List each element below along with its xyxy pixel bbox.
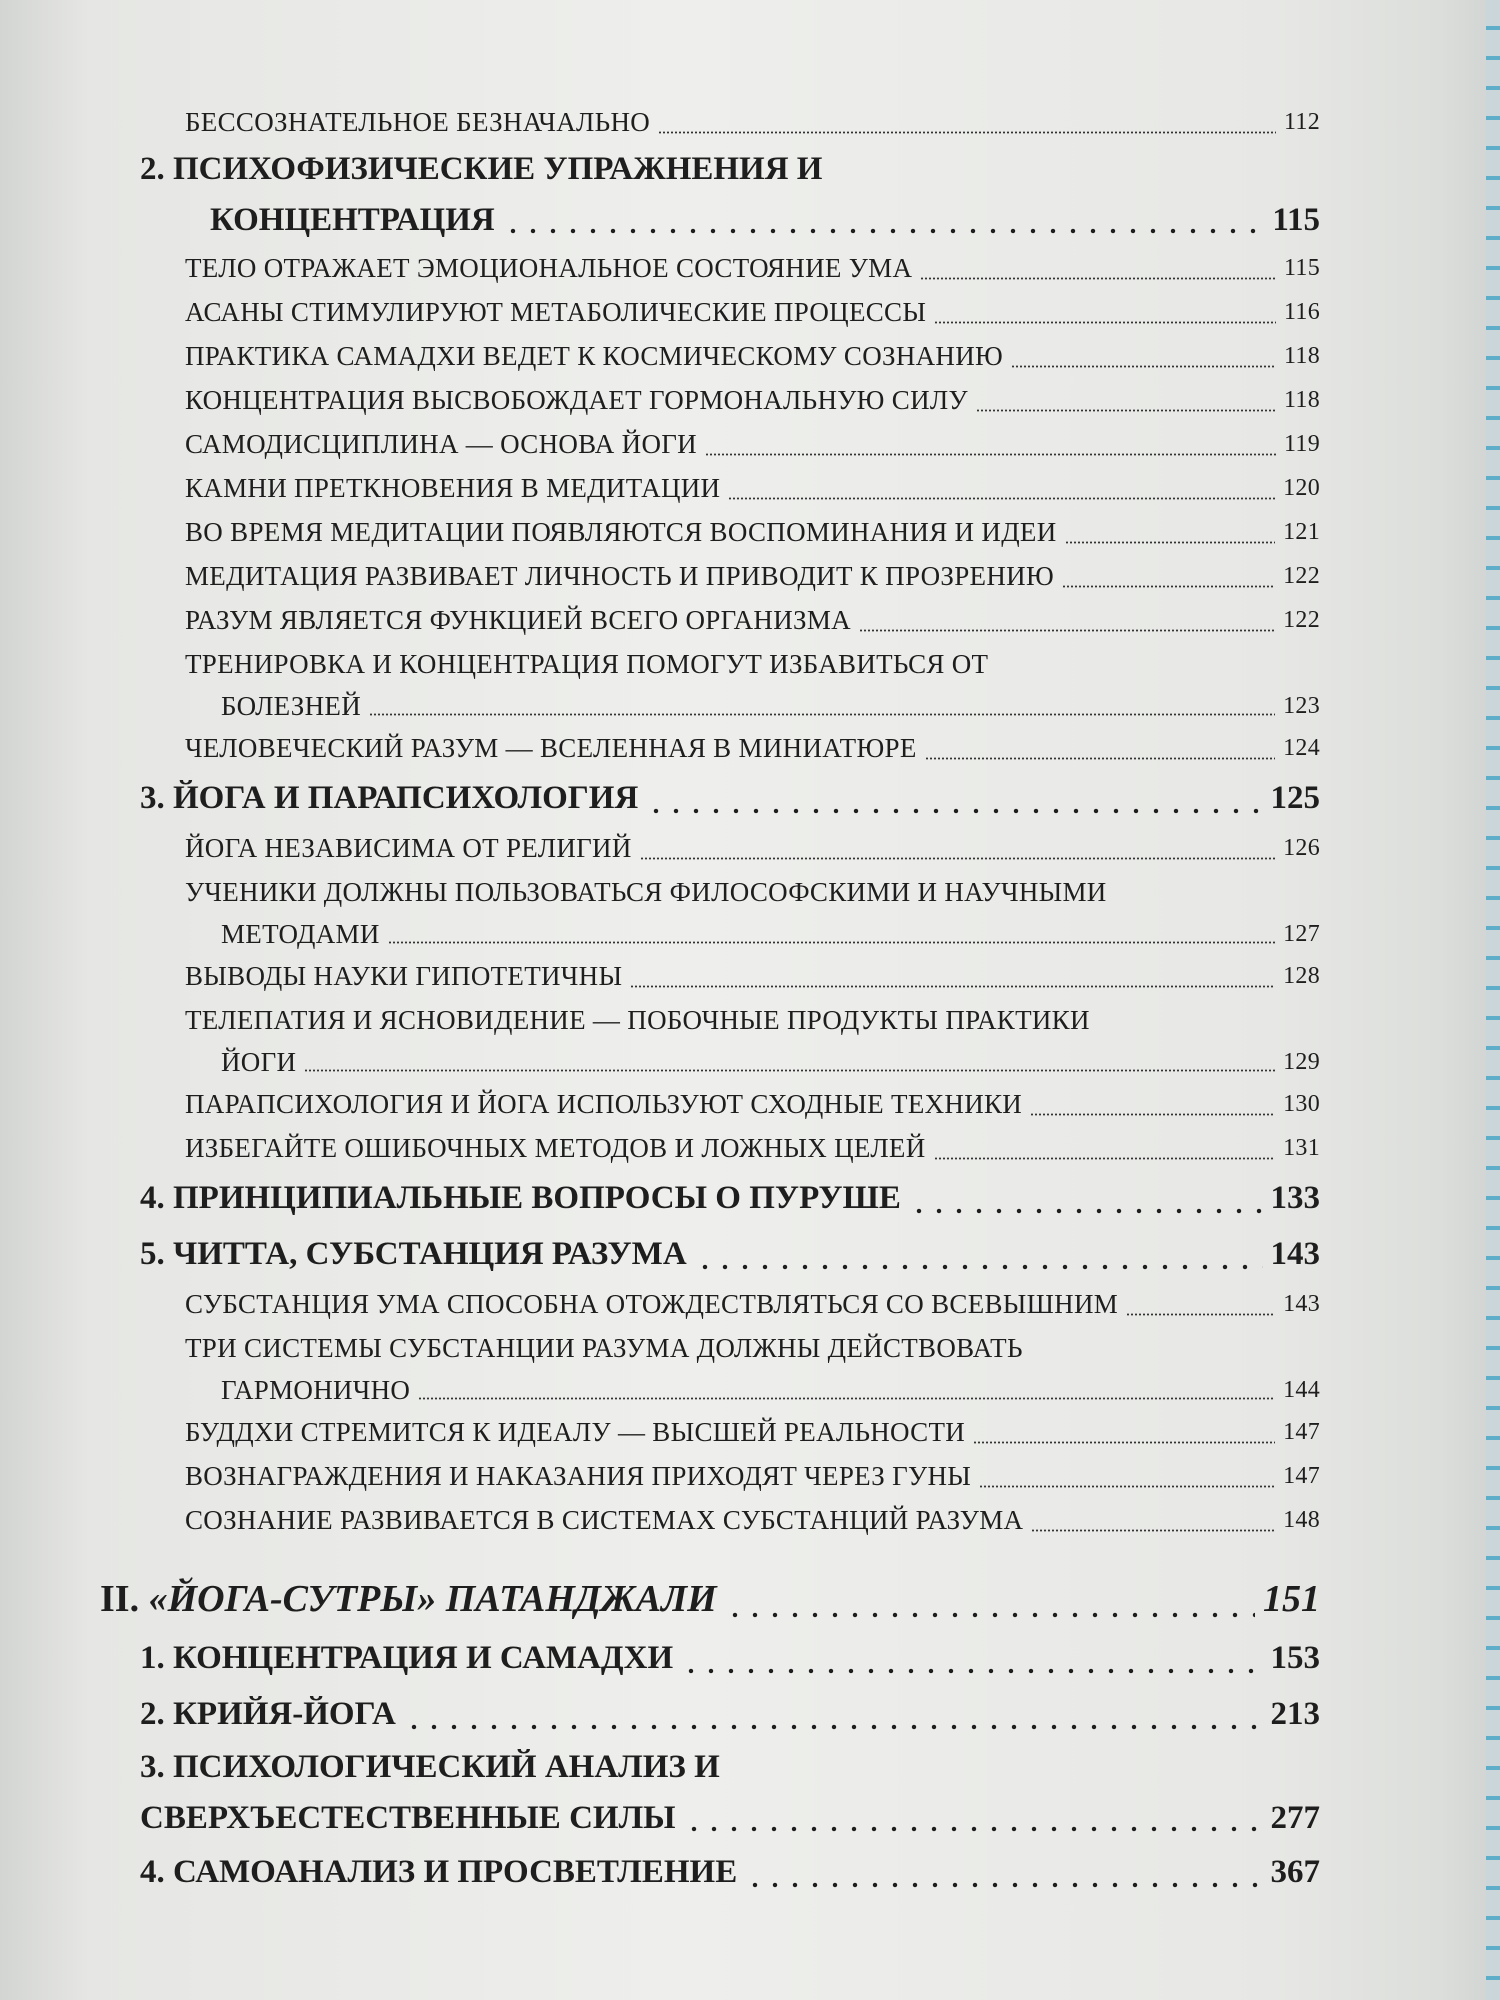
toc-entry-title-line2: ЙОГИ <box>221 1047 297 1077</box>
toc-chapter-title: 4. САМОАНАЛИЗ И ПРОСВЕТЛЕНИЕ <box>140 1854 738 1890</box>
dot-leader <box>973 1441 1275 1444</box>
toc-entry-page: 115 <box>1283 255 1320 281</box>
toc-chapter-page: 277 <box>1270 1800 1320 1836</box>
toc-chapter[interactable] <box>100 1686 1320 1742</box>
toc-entry-title: АСАНЫ СТИМУЛИРУЮТ МЕТАБОЛИЧЕСКИЕ ПРОЦЕССЫ <box>185 297 927 327</box>
toc-part-2[interactable] <box>100 1568 1320 1630</box>
toc-chapter-3[interactable] <box>100 770 1320 826</box>
toc-entry-title-line2: БОЛЕЗНЕЙ <box>221 691 362 721</box>
toc-entry-title: МЕДИТАЦИЯ РАЗВИВАЕТ ЛИЧНОСТЬ И ПРИВОДИТ К ПРОЗРЕНИЮ <box>185 561 1054 591</box>
dot-leader <box>658 131 1276 134</box>
toc-entry[interactable] <box>100 1498 1320 1542</box>
dot-leader <box>304 1069 1275 1072</box>
toc-entry-title: РАЗУМ ЯВЛЯЕТСЯ ФУНКЦИЕЙ ВСЕГО ОРГАНИЗМА <box>185 605 851 635</box>
dot-leader <box>934 321 1276 324</box>
toc-entry-page: 112 <box>1283 109 1320 135</box>
dot-leader <box>640 857 1275 860</box>
dot-leader <box>630 985 1275 988</box>
toc-entry-page: 118 <box>1283 343 1320 369</box>
toc-entry-wrapped[interactable] <box>100 642 1320 726</box>
toc-entry[interactable] <box>100 826 1320 870</box>
dot-leader <box>503 228 1265 234</box>
toc-chapter-page: 153 <box>1270 1640 1320 1676</box>
toc-chapter-title: 5. ЧИТТА, СУБСТАНЦИЯ РАЗУМА <box>140 1236 687 1272</box>
toc-entry-page: 147 <box>1283 1419 1320 1445</box>
toc-entry[interactable] <box>100 1410 1320 1454</box>
toc-entry-page: 147 <box>1283 1463 1320 1489</box>
toc-entry[interactable] <box>100 954 1320 998</box>
table-of-contents <box>100 100 1320 1900</box>
dot-leader <box>388 941 1275 944</box>
toc-entry-page: 116 <box>1283 299 1320 325</box>
toc-entry[interactable] <box>100 1126 1320 1170</box>
toc-entry-page: 127 <box>1283 921 1320 947</box>
toc-entry[interactable] <box>100 422 1320 466</box>
toc-entry-page: 143 <box>1283 1291 1320 1317</box>
toc-entry-page: 126 <box>1283 835 1320 861</box>
toc-entry-page: 131 <box>1283 1135 1320 1161</box>
dot-leader <box>925 757 1275 760</box>
toc-entry[interactable] <box>100 1082 1320 1126</box>
toc-entry-title: БЕССОЗНАТЕЛЬНОЕ БЕЗНАЧАЛЬНО <box>185 107 651 137</box>
toc-entry[interactable] <box>100 246 1320 290</box>
toc-entry[interactable] <box>100 598 1320 642</box>
toc-chapter-title-line2: СВЕРХЪЕСТЕСТВЕННЫЕ СИЛЫ <box>140 1800 676 1836</box>
toc-entry-page: 119 <box>1283 431 1320 457</box>
toc-entry[interactable] <box>100 100 1320 144</box>
toc-entry-title: ЧЕЛОВЕЧЕСКИЙ РАЗУМ — ВСЕЛЕННАЯ В МИНИАТЮРЕ <box>185 733 917 763</box>
toc-entry[interactable] <box>100 510 1320 554</box>
dot-leader <box>1030 1113 1275 1116</box>
toc-entry-title-line2: МЕТОДАМИ <box>221 919 380 949</box>
dot-leader <box>1031 1529 1275 1532</box>
toc-entry-title: БУДДХИ СТРЕМИТСЯ К ИДЕАЛУ — ВЫСШЕЙ РЕАЛЬНОСТИ <box>185 1417 966 1447</box>
toc-entry-title: ПРАКТИКА САМАДХИ ВЕДЕТ К КОСМИЧЕСКОМУ СОЗНАНИЮ <box>185 341 1004 371</box>
toc-entry-page: 123 <box>1283 693 1320 719</box>
toc-chapter-page: 367 <box>1270 1854 1320 1890</box>
toc-entry[interactable] <box>100 466 1320 510</box>
toc-entry-page: 130 <box>1283 1091 1320 1117</box>
toc-entry-title-line1: ТРИ СИСТЕМЫ СУБСТАНЦИИ РАЗУМА ДОЛЖНЫ ДЕЙСТВОВАТЬ <box>185 1333 1023 1363</box>
dot-leader <box>418 1397 1275 1400</box>
toc-entry-page: 124 <box>1283 735 1320 761</box>
toc-chapter-page: 125 <box>1270 780 1320 816</box>
toc-chapter-title: 2. КРИЙЯ-ЙОГА <box>140 1696 396 1732</box>
toc-entry-title: ПАРАПСИХОЛОГИЯ И ЙОГА ИСПОЛЬЗУЮТ СХОДНЫЕ ТЕХНИКИ <box>185 1089 1023 1119</box>
toc-entry-title: СОЗНАНИЕ РАЗВИВАЕТСЯ В СИСТЕМАХ СУБСТАНЦИЙ РАЗУМА <box>185 1505 1024 1535</box>
toc-entry-title: ВЫВОДЫ НАУКИ ГИПОТЕТИЧНЫ <box>185 961 623 991</box>
dot-leader <box>859 629 1275 632</box>
dot-leader <box>909 1208 1263 1214</box>
toc-chapter-page: 133 <box>1270 1180 1320 1216</box>
toc-entry-title-line1: УЧЕНИКИ ДОЛЖНЫ ПОЛЬЗОВАТЬСЯ ФИЛОСОФСКИМИ И НАУЧНЫМИ <box>185 877 1107 907</box>
toc-chapter-title: 4. ПРИНЦИПИАЛЬНЫЕ ВОПРОСЫ О ПУРУШЕ <box>140 1180 901 1216</box>
dot-leader <box>684 1826 1263 1832</box>
toc-entry-page: 122 <box>1283 563 1320 589</box>
toc-entry-wrapped[interactable] <box>100 870 1320 954</box>
toc-chapter-2[interactable] <box>100 144 1320 246</box>
toc-entry-title: СУБСТАНЦИЯ УМА СПОСОБНА ОТОЖДЕСТВЛЯТЬСЯ СО ВСЕВЫШНИМ <box>185 1289 1119 1319</box>
dot-leader <box>934 1157 1276 1160</box>
dot-leader <box>681 1668 1262 1674</box>
toc-chapter[interactable] <box>100 1844 1320 1900</box>
toc-entry-page: 120 <box>1283 475 1320 501</box>
dot-leader <box>404 1724 1263 1730</box>
toc-entry[interactable] <box>100 726 1320 770</box>
toc-entry-wrapped[interactable] <box>100 1326 1320 1410</box>
dot-leader <box>745 1882 1262 1888</box>
toc-entry[interactable] <box>100 554 1320 598</box>
toc-entry-page: 122 <box>1283 607 1320 633</box>
toc-chapter-title-line1: 3. ПСИХОЛОГИЧЕСКИЙ АНАЛИЗ И <box>140 1749 720 1785</box>
toc-entry-title: САМОДИСЦИПЛИНА — ОСНОВА ЙОГИ <box>185 429 697 459</box>
toc-chapter-wrapped[interactable] <box>100 1742 1320 1844</box>
toc-entry[interactable] <box>100 290 1320 334</box>
dot-leader <box>1126 1313 1275 1316</box>
toc-entry-wrapped[interactable] <box>100 998 1320 1082</box>
toc-part-title <box>100 1568 717 1630</box>
toc-entry-title: ЙОГА НЕЗАВИСИМА ОТ РЕЛИГИЙ <box>185 833 632 863</box>
dot-leader <box>1011 365 1276 368</box>
toc-chapter-title-line2: КОНЦЕНТРАЦИЯ <box>210 202 495 238</box>
toc-chapter-4[interactable] <box>100 1170 1320 1226</box>
toc-entry-page: 121 <box>1283 519 1320 545</box>
toc-part-prefix: II. <box>100 1578 149 1620</box>
toc-entry-title: КОНЦЕНТРАЦИЯ ВЫСВОБОЖДАЕТ ГОРМОНАЛЬНУЮ СИЛУ <box>185 385 968 415</box>
toc-chapter-title-line1: 2. ПСИХОФИЗИЧЕСКИЕ УПРАЖНЕНИЯ И <box>140 151 823 187</box>
toc-entry-title: ТЕЛО ОТРАЖАЕТ ЭМОЦИОНАЛЬНОЕ СОСТОЯНИЕ УМА <box>185 253 913 283</box>
dot-leader <box>920 277 1276 280</box>
dot-leader <box>695 1264 1263 1270</box>
dot-leader <box>979 1485 1275 1488</box>
dot-leader <box>369 713 1275 716</box>
toc-entry[interactable] <box>100 334 1320 378</box>
toc-chapter-5[interactable] <box>100 1226 1320 1282</box>
toc-entry-title-line1: ТЕЛЕПАТИЯ И ЯСНОВИДЕНИЕ — ПОБОЧНЫЕ ПРОДУКТЫ ПРАКТИКИ <box>185 1005 1090 1035</box>
book-spine-edge <box>1486 0 1500 2000</box>
toc-entry-page: 118 <box>1283 387 1320 413</box>
dot-leader <box>728 497 1275 500</box>
toc-chapter-title: 3. ЙОГА И ПАРАПСИХОЛОГИЯ <box>140 780 639 816</box>
toc-entry[interactable] <box>100 1454 1320 1498</box>
toc-chapter-page: 115 <box>1272 202 1320 238</box>
toc-entry[interactable] <box>100 1282 1320 1326</box>
toc-entry-title: ВО ВРЕМЯ МЕДИТАЦИИ ПОЯВЛЯЮТСЯ ВОСПОМИНАНИЯ И ИДЕИ <box>185 517 1057 547</box>
toc-entry-title: ИЗБЕГАЙТЕ ОШИБОЧНЫХ МЕТОДОВ И ЛОЖНЫХ ЦЕЛЕЙ <box>185 1133 926 1163</box>
dot-leader <box>1065 541 1276 544</box>
dot-leader <box>725 1612 1255 1618</box>
toc-chapter-page: 213 <box>1270 1696 1320 1732</box>
dot-leader <box>705 453 1276 456</box>
toc-entry-page: 128 <box>1283 963 1320 989</box>
toc-chapter-page: 143 <box>1270 1236 1320 1272</box>
toc-entry-title-line1: ТРЕНИРОВКА И КОНЦЕНТРАЦИЯ ПОМОГУТ ИЗБАВИТЬСЯ ОТ <box>185 649 989 679</box>
toc-chapter[interactable] <box>100 1630 1320 1686</box>
toc-part-name: «ЙОГА-СУТРЫ» ПАТАНДЖАЛИ <box>148 1578 717 1620</box>
dot-leader <box>1062 585 1275 588</box>
toc-entry-title-line2: ГАРМОНИЧНО <box>221 1375 411 1405</box>
dot-leader <box>646 808 1262 814</box>
toc-entry-title: ВОЗНАГРАЖДЕНИЯ И НАКАЗАНИЯ ПРИХОДЯТ ЧЕРЕЗ ГУНЫ <box>185 1461 972 1491</box>
toc-chapter-title: 1. КОНЦЕНТРАЦИЯ И САМАДХИ <box>140 1640 674 1676</box>
toc-entry-page: 129 <box>1283 1049 1320 1075</box>
toc-entry[interactable] <box>100 378 1320 422</box>
toc-part-page: 151 <box>1263 1578 1320 1620</box>
toc-entry-page: 148 <box>1283 1507 1320 1533</box>
dot-leader <box>976 409 1276 412</box>
toc-entry-page: 144 <box>1283 1377 1320 1403</box>
toc-entry-title: КАМНИ ПРЕТКНОВЕНИЯ В МЕДИТАЦИИ <box>185 473 721 503</box>
